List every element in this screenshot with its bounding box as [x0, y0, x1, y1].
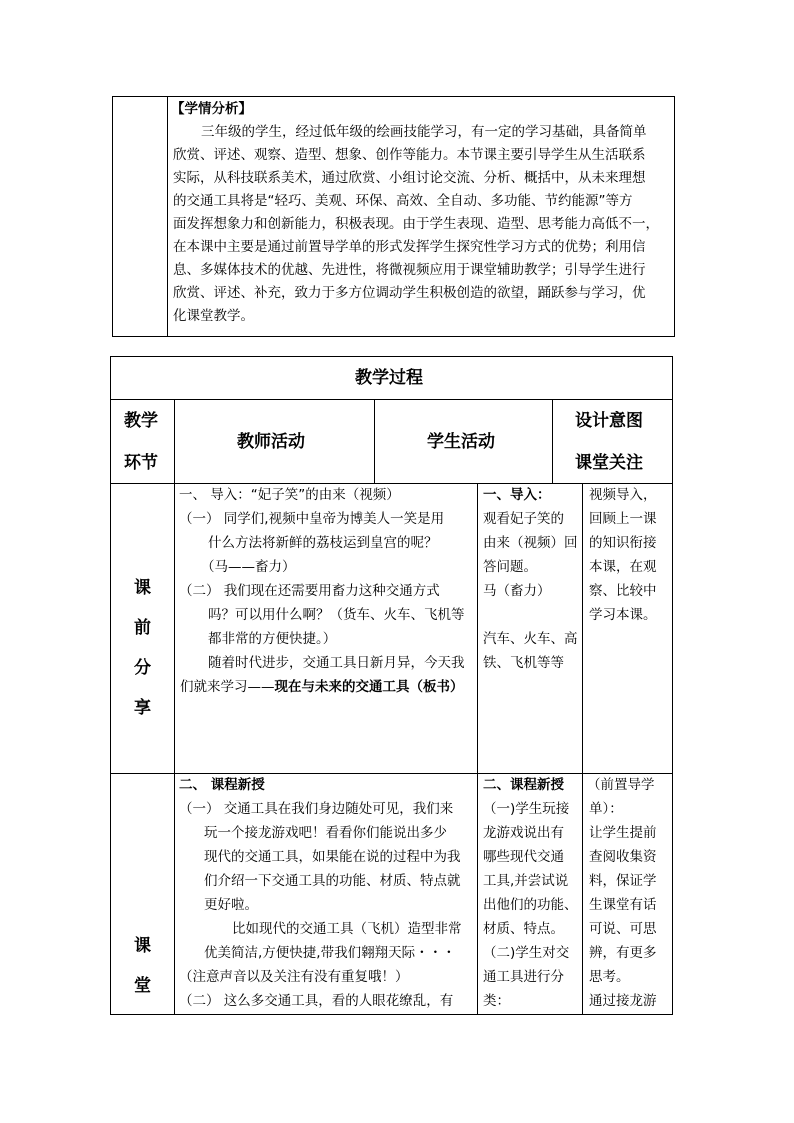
intent-line: 辨，有更多 — [589, 945, 657, 961]
analysis-line: 面发挥想象力和创新能力，积极表现。由于学生表现、造型、思考能力高低不一， — [173, 216, 659, 232]
teacher-line: 更好啦。 — [204, 897, 258, 913]
stage-char: 堂 — [134, 976, 151, 996]
teacher-line: 随着时代进步，交通工具日新月异，今天我 — [208, 655, 465, 671]
intent-line: 让学生提前 — [589, 825, 657, 841]
student-line: 铁、飞机等等 — [483, 655, 564, 671]
intent-line: 察、比较中 — [589, 583, 657, 599]
student-line: （二)学生对交 — [483, 945, 570, 961]
body-col-divider — [174, 483, 175, 1014]
header-stage-line1: 教学 — [124, 411, 158, 431]
intent-line: 本课，在观 — [589, 559, 657, 575]
teacher-line: （马——畜力） — [201, 559, 296, 575]
teacher-line: 优美简洁,方便快捷,带我们翱翔天际・・・ — [204, 945, 456, 961]
student-line: 通工具进行分 — [483, 969, 564, 985]
intent-line: 思考。 — [589, 969, 630, 985]
teacher-line: （一） 同学们,视频中皇帝为博美人一笑是用 — [179, 511, 445, 527]
body-col-divider — [582, 483, 583, 1014]
intent-line: 单）： — [589, 801, 623, 817]
header-col-divider — [174, 399, 175, 484]
header-col-divider — [374, 399, 375, 484]
analysis-heading: 【学情分析】 — [171, 101, 252, 117]
teacher-line: （注意声音以及关注有没有重复哦！） — [179, 969, 409, 985]
teacher-line: （二） 这么多交通工具，看的人眼花缭乱，有 — [179, 993, 454, 1009]
body-col-divider — [477, 483, 478, 1014]
stage-char: 前 — [134, 618, 151, 638]
header-teacher: 教师活动 — [237, 432, 305, 452]
title-row-divider — [110, 399, 673, 400]
analysis-column-divider — [167, 96, 168, 337]
header-student: 学生活动 — [427, 432, 495, 452]
teacher-line: 一、 导入：“妃子笑”的由来（视频） — [179, 487, 400, 503]
intent-line: 可说、可思 — [589, 921, 657, 937]
intent-line: 回顾上一课 — [589, 511, 657, 527]
teacher-line: 什么方法将新鲜的荔枝运到皇宫的呢？ — [208, 535, 438, 551]
teacher-line: 都非常的方便快捷。） — [208, 631, 337, 647]
header-intent-line2: 课堂关注 — [575, 453, 643, 473]
section1-stage — [134, 568, 151, 728]
stage-char: 享 — [134, 698, 151, 718]
student-line: （一)学生玩接 — [483, 801, 570, 817]
student-line: 哪些现代交通 — [483, 849, 564, 865]
teacher-heading: 二、 课程新授 — [179, 777, 265, 793]
analysis-line: 息、多媒体技术的优越、先进性，将微视频应用于课堂辅助教学；引导学生进行 — [173, 262, 646, 278]
student-line: 由来（视频）回 — [483, 535, 578, 551]
student-line: 一、导入： — [483, 487, 551, 503]
analysis-line: 的交通工具将是“轻巧、美观、环保、高效、全自动、多功能、节约能源”等方 — [173, 193, 633, 209]
header-intent-line1: 设计意图 — [575, 411, 643, 431]
intent-line: 料，保证学 — [589, 873, 657, 889]
student-line: 汽车、火车、高 — [483, 631, 578, 647]
student-line: 龙游戏说出有 — [483, 825, 564, 841]
intent-line: 的知识衔接 — [589, 535, 657, 551]
stage-char: 分 — [134, 658, 151, 678]
intent-line: （前置导学 — [587, 777, 655, 793]
student-line: 工具,并尝试说 — [483, 873, 569, 889]
teacher-line — [180, 676, 464, 699]
student-line: 答问题。 — [483, 559, 537, 575]
teacher-line: （二） 我们现在还需要用畜力这种交通方式 — [179, 583, 440, 599]
analysis-line: 欣赏、评述、观察、造型、想象、创作等能力。本节课主要引导学生从生活联系 — [173, 147, 646, 163]
section2-stage — [134, 926, 151, 1006]
analysis-line: 化课堂教学。 — [173, 308, 254, 324]
intent-line: 生课堂有话 — [589, 897, 657, 913]
teacher-line: 比如现代的交通工具（飞机）造型非常 — [232, 921, 462, 937]
analysis-line: 在本课中主要是通过前置导学单的形式发挥学生探究性学习方式的优势；利用信 — [173, 239, 646, 255]
teacher-line: （一） 交通工具在我们身边随处可见，我们来 — [179, 801, 454, 817]
teacher-line: 吗？可以用什么啊？（货车、火车、飞机等 — [208, 607, 465, 623]
teacher-line: 玩一个接龙游戏吧！看看你们能说出多少 — [204, 825, 447, 841]
student-line: 观看妃子笑的 — [483, 511, 564, 527]
student-heading: 二、课程新授 — [483, 777, 564, 793]
header-col-divider — [552, 399, 553, 484]
teacher-line: 现代的交通工具，如果能在说的过程中为我 — [204, 849, 461, 865]
stage-char: 课 — [134, 578, 151, 598]
intent-line: 学习本课。 — [589, 607, 657, 623]
intent-line: 通过接龙游 — [589, 993, 657, 1009]
teacher-line: 们介绍一下交通工具的功能、材质、特点就 — [204, 873, 461, 889]
student-line: 类： — [483, 993, 510, 1009]
process-title: 教学过程 — [355, 368, 423, 388]
student-line: 马（畜力） — [483, 583, 551, 599]
analysis-line: 欣赏、评述、补充，致力于多方位调动学生积极创造的欲望，踊跃参与学习，优 — [173, 285, 646, 301]
board-writing-title: 现在与未来的交通工具（板书） — [274, 679, 464, 695]
intent-line: 视频导入， — [589, 487, 657, 503]
analysis-line: 实际，从科技联系美术，通过欣赏、小组讨论交流、分析、概括中，从未来理想 — [173, 170, 646, 186]
student-line: 出他们的功能、 — [483, 897, 578, 913]
student-line: 材质、特点。 — [483, 921, 564, 937]
analysis-line: 三年级的学生，经过低年级的绘画技能学习，有一定的学习基础，具备简单 — [201, 124, 647, 140]
intent-line: 查阅收集资 — [589, 849, 657, 865]
header-stage-line2: 环节 — [124, 453, 158, 473]
teacher-line-lead: 们就来学习—— — [180, 679, 275, 695]
stage-char: 课 — [134, 936, 151, 956]
